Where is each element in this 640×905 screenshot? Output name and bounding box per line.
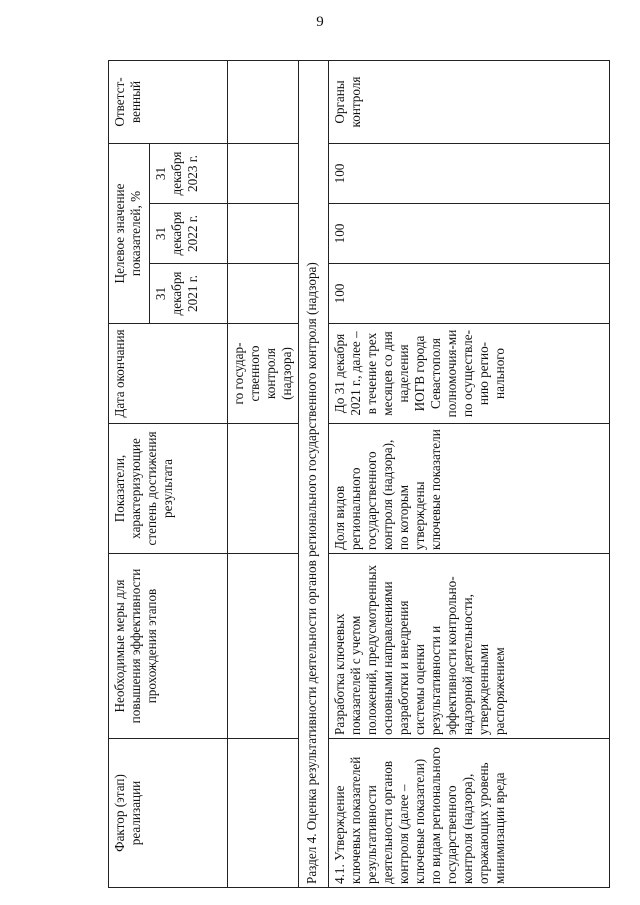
cell-carry-2022 xyxy=(227,203,299,264)
cell-41-2022 xyxy=(328,203,610,264)
row-4-1-measures: Разработка ключевых показателей с учетом положений, предусмотренных основными направлениями разработки и внедрения системы оценки результативности и эффективности контрольно-надзорной деятельности, утвержденными распоряжением xyxy=(332,564,507,735)
header-target: Целевое значение показателей, % xyxy=(112,183,143,284)
cell-carry-2021 xyxy=(227,263,299,324)
cell-carry-indicators xyxy=(227,423,299,554)
header-2022: 31 декабря 2022 г. xyxy=(153,211,200,256)
header-measures: Необходимые меры для повышения эффективности прохождения этапов xyxy=(112,568,159,724)
page-number: 9 xyxy=(316,14,324,30)
header-end-date: Дата окончания xyxy=(112,329,127,418)
header-2023: 31 декабря 2023 г. xyxy=(153,151,200,196)
row-4-1-responsible: Органы контроля xyxy=(332,76,363,128)
cell-carry-2023 xyxy=(227,143,299,204)
cell-41-responsible xyxy=(328,60,610,144)
header-factor: Фактор (этап) реализации xyxy=(112,774,143,852)
row-4-1-end-date: До 31 декабря 2021 г., далее – в течение трех месяцев со дня наделения ИОГВ города Севастополя полномочия-ми по осуществле-нию регио-нального xyxy=(332,329,507,418)
row-4-1-factor: 4.1. Утверждение ключевых показателей результативности деятельности органов контроля (далее – ключевые показатели) по видам регионального государственного контроля (надзора), отражающих уровень минимизации вреда xyxy=(332,747,507,884)
cell-carry-factor xyxy=(227,738,299,888)
cell-carry-responsible xyxy=(227,60,299,144)
header-2021: 31 декабря 2021 г. xyxy=(153,271,200,316)
row-4-1-2021: 100 xyxy=(332,283,347,304)
cell-41-2023 xyxy=(328,143,610,204)
section-title: Раздел 4. Оценка результативности деятельности органов регионального государственного контроля (надзора) xyxy=(304,262,319,884)
header-indicators: Показатели, характеризующие степень достижения результата xyxy=(112,431,175,546)
row-4-1-2022: 100 xyxy=(332,223,347,244)
row-4-1-2023: 100 xyxy=(332,163,347,184)
cell-carry-measures xyxy=(227,553,299,739)
header-responsible: Ответст-венный xyxy=(112,77,143,127)
cell-41-2021 xyxy=(328,263,610,324)
row-4-1-indicators: Доля видов регионального государственного контроля (надзора), по которым утверждены ключевые показатели xyxy=(332,429,443,550)
carryover-end-date: го государ-ственного контроля (надзора) xyxy=(231,342,294,405)
